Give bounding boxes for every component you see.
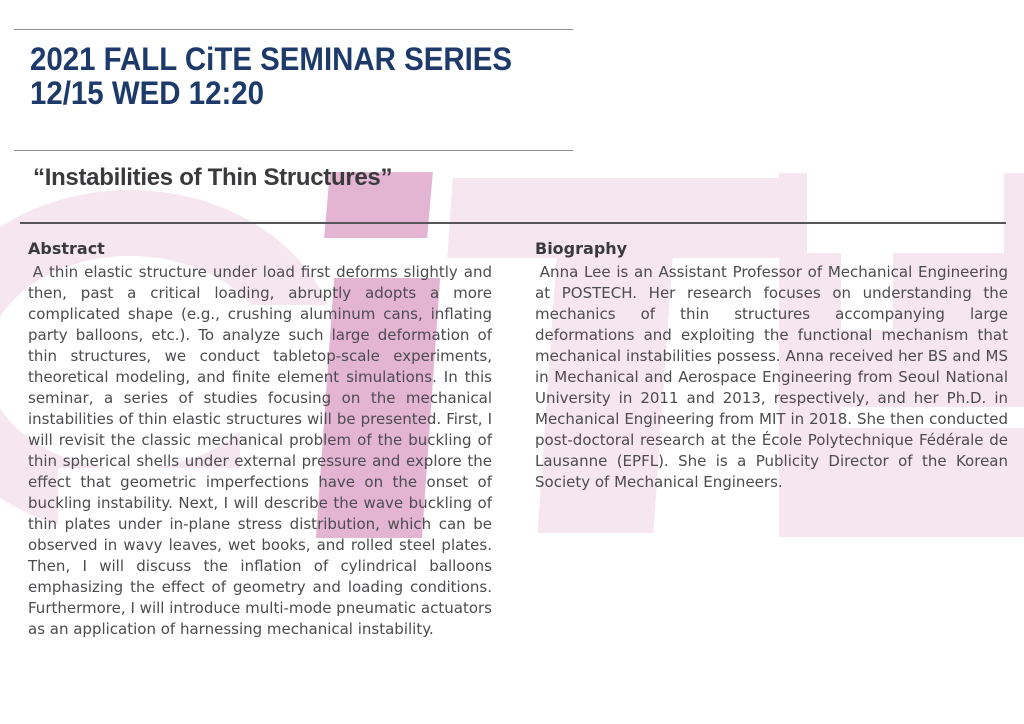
top-divider (14, 29, 573, 30)
seminar-series-masthead (30, 42, 512, 110)
talk-title: “Instabilities of Thin Structures” (33, 164, 393, 191)
header-divider (14, 150, 573, 151)
abstract-heading: Abstract (28, 239, 105, 258)
biography-column (535, 238, 1008, 493)
main-divider (20, 222, 1006, 224)
abstract-body: A thin elastic structure under load first deforms slightly and then, past a critical loading, abruptly adopts a more complicated shape (e.g., crushing aluminum cans, inflating party balloons, etc.). To analyze such large deformation of thin structures, we conduct tabletop-scale experiments, theoretical modeling, and finite element simulations. In this seminar, a series of studies focusing on the mechanical instabilities of thin elastic structures will be presented. First, I will revisit the classic mechanical problem of the buckling of thin spherical shells under external pressure and explore the effect that geometric imperfections have on the onset of buckling instability. Next, I will describe the wave buckling of thin plates under in-plane stress distribution, which can be observed in wavy leaves, wet books, and rolled steel plates. Then, I will discuss the inflation of cylindrical balloons emphasizing the effect of geometry and loading conditions. Furthermore, I will introduce multi-mode pneumatic actuators as an application of harnessing mechanical instability. (28, 263, 492, 638)
biography-body: Anna Lee is an Assistant Professor of Mechanical Engineering at POSTECH. Her research focuses on understanding the mechanics of thin structures accompanying large deformations and exploiting the functional mechanism that mechanical instabilities possess. Anna received her BS and MS in Mechanical and Aerospace Engineering from Seoul National University in 2011 and 2013, respectively, and her Ph.D. in Mechanical Engineering from MIT in 2018. She then conducted post-doctoral research at the École Polytechnique Fédérale de Lausanne (EPFL). She is a Publicity Director of the Korean Society of Mechanical Engineers. (535, 263, 1008, 491)
biography-heading: Biography (535, 239, 628, 258)
abstract-column (28, 238, 492, 640)
masthead-line1: 2021 FALL CiTE SEMINAR SERIES (30, 41, 513, 77)
masthead-line2: 12/15 WED 12:20 (30, 75, 265, 111)
